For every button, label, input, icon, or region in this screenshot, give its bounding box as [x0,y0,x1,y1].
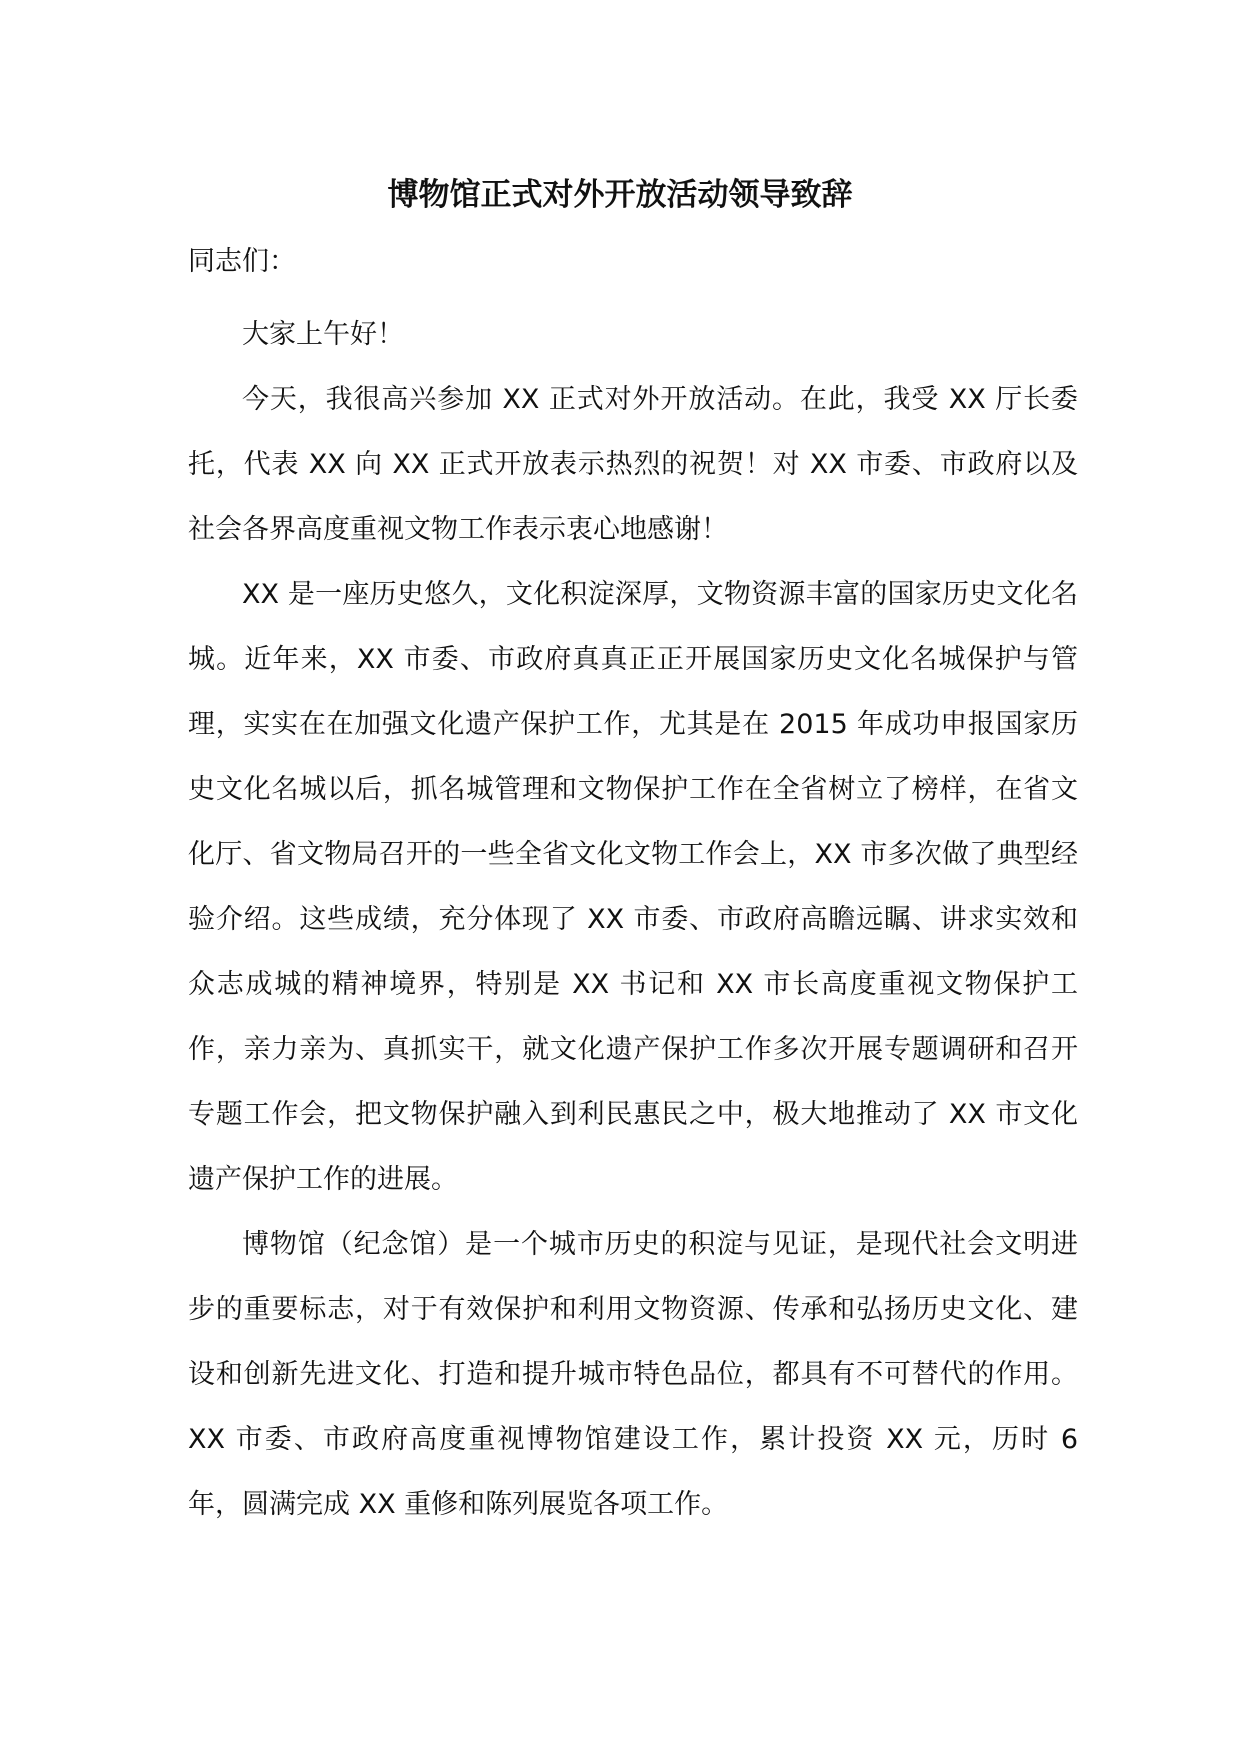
salutation: 同志们： [188,246,296,277]
document-body [188,302,1078,1537]
paragraph-city-heritage: XX 是一座历史悠久，文化积淀深厚，文物资源丰富的国家历史文化名城。近年来，XX 市委、市政府真真正正开展国家历史文化名城保护与管理，实实在在加强文化遗产保护工作，尤其是在 2015 年成功申报国家历史文化名城以后，抓名城管理和文物保护工作在全省树立了榜样，在省文化厅、省文物局召开的一些全省文化文物工作会上，XX 市多次做了典型经验介绍。这些成绩，充分体现了 XX 市委、市政府高瞻远瞩、讲求实效和众志成城的精神境界，特别是 XX 书记和 XX 市长高度重视文物保护工作，亲力亲为、真抓实干，就文化遗产保护工作多次开展专题调研和召开专题工作会，把文物保护融入到利民惠民之中，极大地推动了 XX 市文化遗产保护工作的进展。 [188,579,1078,1195]
paragraph-greeting: 大家上午好！ [242,319,404,350]
paragraph-museum-importance: 博物馆（纪念馆）是一个城市历史的积淀与见证，是现代社会文明进步的重要标志，对于有效保护和利用文物资源、传承和弘扬历史文化、建设和创新先进文化、打造和提升城市特色品位，都具有不可替代的作用。XX 市委、市政府高度重视博物馆建设工作，累计投资 XX 元，历时 6 年，圆满完成 XX 重修和陈列展览各项工作。 [188,1229,1078,1520]
document-title: 博物馆正式对外开放活动领导致辞 [387,177,853,213]
paragraph-congratulations: 今天，我很高兴参加 XX 正式对外开放活动。在此，我受 XX 厅长委托，代表 XX 向 XX 正式开放表示热烈的祝贺！对 XX 市委、市政府以及社会各界高度重视文物工作表示衷心地感谢！ [188,384,1078,545]
